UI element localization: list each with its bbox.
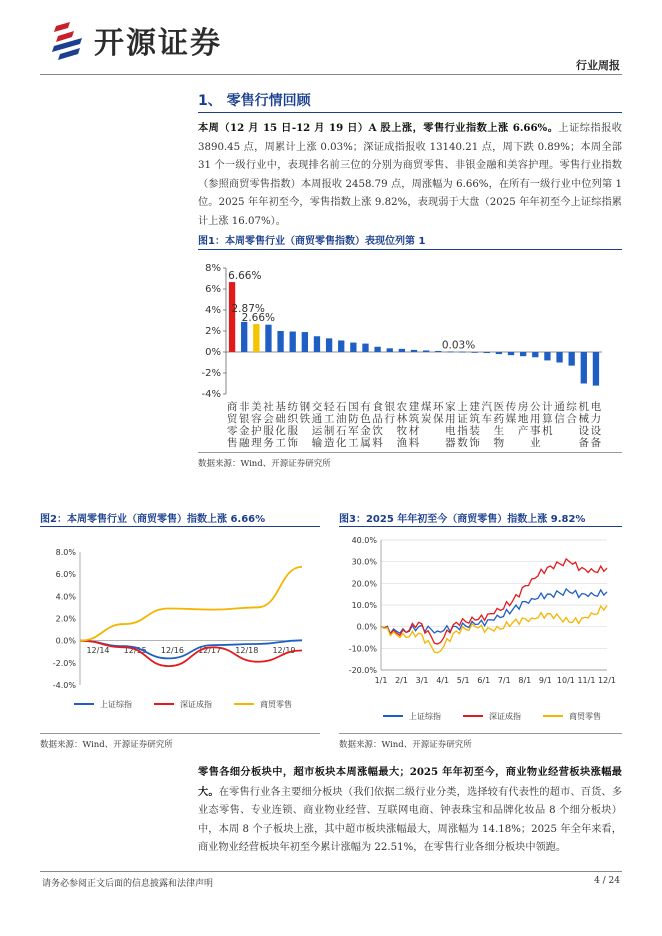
category-label: 工 (275, 437, 286, 449)
bar-汽车 (484, 352, 490, 353)
bar-食品饮料 (374, 347, 380, 352)
category-label: 钢 (299, 401, 311, 413)
bar-商贸零售 (229, 282, 235, 352)
y-tick-label: -4% (201, 389, 221, 400)
y-tick-label: 8% (205, 263, 221, 274)
y-tick-label: -20.0% (348, 666, 377, 675)
category-label: 生 (493, 425, 505, 437)
category-label: 电 (445, 425, 456, 437)
legend-label: 深证成指 (489, 712, 521, 721)
category-label: 机 (578, 401, 590, 413)
bar-公用事业 (532, 352, 538, 357)
y-tick-label: 0.0% (55, 636, 76, 646)
category-label: 造 (323, 437, 335, 449)
category-label: 化 (335, 437, 347, 449)
legend-label: 商贸零售 (260, 700, 292, 709)
ytd-index-line-chart (339, 530, 622, 730)
category-label: 商 (226, 401, 238, 413)
bar-基础化工 (277, 331, 283, 352)
bar-农林牧渔 (399, 349, 405, 352)
x-tick-label: 12/18 (235, 646, 259, 655)
category-label: 用 (530, 413, 541, 425)
bar-美容护理 (253, 324, 259, 352)
figure1-top-rule (198, 249, 622, 250)
paragraph2-lead: 零售各细分板块中，超市板块本周涨幅最大；2025 年年初至今，商业物业经营板块涨幅最大。 (198, 766, 622, 798)
page-number: 4 / 24 (594, 876, 620, 886)
y-tick-label: 40.0% (351, 536, 377, 545)
x-tick-label: 2/1 (395, 676, 408, 685)
bar-建筑装饰 (471, 352, 477, 353)
category-label: 物 (493, 437, 505, 449)
category-label: 家 (445, 401, 456, 413)
category-label: 电 (590, 401, 602, 413)
legend-label: 上证综指 (409, 712, 441, 721)
category-label: 理 (251, 437, 262, 449)
paragraph-lead: 本周（12 月 15 日-12 月 19 日）A 股上涨，零售行业指数上涨 6.66%。 (198, 122, 559, 134)
bar-通信 (556, 352, 562, 363)
y-tick-label: 2% (205, 326, 221, 337)
y-tick-label: 6% (205, 284, 221, 295)
x-tick-label: 10/1 (556, 676, 575, 685)
category-label: 行 (384, 413, 395, 425)
y-tick-label: 6.0% (55, 570, 76, 580)
category-label: 会 (263, 413, 274, 425)
category-label: 农 (396, 401, 408, 413)
x-tick-label: 7/1 (497, 676, 511, 685)
y-tick-label: 0.0% (356, 622, 377, 632)
category-label: 计 (542, 401, 553, 413)
x-tick-label: 4/1 (436, 676, 450, 685)
x-tick-label: 12/17 (198, 646, 222, 655)
y-tick-label: -4.0% (52, 681, 76, 690)
category-label: 上 (457, 401, 468, 413)
bar-传媒 (508, 352, 514, 355)
category-label: 铁 (299, 413, 311, 425)
category-label: 筑 (469, 413, 480, 425)
y-tick-label: 0% (205, 347, 221, 358)
x-tick-label: 12/19 (272, 646, 296, 655)
series-line-深证成指 (80, 641, 302, 666)
category-label: 筑 (408, 413, 420, 425)
category-label: 通 (311, 413, 323, 425)
category-label: 用 (445, 413, 456, 425)
legend-label: 上证综指 (100, 700, 132, 709)
category-label: 油 (335, 413, 347, 425)
category-label: 备 (590, 437, 602, 449)
category-label: 装 (469, 425, 480, 437)
category-label: 交 (311, 401, 323, 413)
category-label: 产 (517, 425, 529, 437)
bar-医药生物 (496, 352, 502, 354)
section-title: 1、 零售行情回顾 (198, 93, 311, 109)
category-label: 服 (287, 425, 298, 437)
category-label: 有 (360, 401, 371, 413)
category-label: 色 (360, 413, 371, 425)
market-review-paragraph (198, 119, 622, 232)
category-label: 美 (251, 401, 262, 413)
bar-石油石化 (338, 340, 344, 352)
category-label: 综 (566, 401, 577, 413)
category-label: 务 (263, 437, 274, 449)
category-label: 输 (311, 437, 323, 449)
category-label: 力 (590, 413, 602, 425)
bar-机械设备 (581, 352, 587, 384)
figure3-title: 图3：2025 年年初至今（商贸零售）指数上涨 9.82% (339, 514, 586, 525)
category-label: 贸 (226, 413, 238, 425)
category-label: 建 (469, 401, 480, 413)
category-label: 础 (275, 413, 286, 425)
bar-轻工制造 (326, 338, 332, 352)
category-label: 炭 (420, 413, 432, 425)
category-label: 环 (433, 401, 444, 413)
y-tick-label: -2.0% (52, 658, 76, 668)
category-label: 属 (360, 437, 371, 449)
category-label: 保 (433, 413, 444, 425)
category-label: 车 (481, 413, 493, 425)
bar-国防军工 (350, 343, 356, 352)
category-label: 融 (238, 437, 250, 449)
section-divider (198, 112, 622, 113)
category-label: 化 (275, 425, 286, 437)
category-label: 工 (348, 437, 359, 449)
y-tick-label: 20.0% (351, 579, 377, 589)
bar-社会服务 (265, 325, 271, 352)
category-label: 医 (493, 401, 505, 413)
industry-bar-chart (198, 258, 622, 450)
category-label: 地 (517, 413, 529, 425)
bar-钢铁 (302, 332, 308, 352)
category-label: 林 (396, 413, 408, 425)
x-tick-label: 12/16 (160, 646, 184, 655)
category-label: 非 (238, 401, 250, 413)
figure1-source: 数据来源：Wind、开源证券研究所 (198, 459, 331, 469)
category-label: 银 (384, 401, 395, 413)
x-tick-label: 12/1 (598, 676, 616, 685)
category-label: 护 (251, 425, 262, 437)
category-label: 信 (554, 413, 565, 425)
category-label: 汽 (481, 401, 493, 413)
category-label: 药 (493, 413, 505, 425)
y-tick-label: 8.0% (55, 548, 76, 557)
category-label: 国 (348, 401, 359, 413)
brand-logo (52, 18, 222, 62)
paragraph-body: 上证综指报收 3890.45 点，周累计上涨 0.03%；深证成指报收 13140.21 点，周下跌 0.89%；本周全部 31 个一级行业中，表现排名前三位的分别为商贸零售、非银金融和美容护理。零售行业指数（参照商贸零售指数）本周报收 2458.79 点，周涨幅为 6.66%，在所有一级行业中位列第 1 位。2025 年年初至今，零售指数上涨 9.82%，表现弱于大盘（2025 年年初至今上证综指累计上涨 16.07%）。 (198, 123, 622, 227)
category-label: 工 (323, 413, 335, 425)
bar-非银金融 (241, 322, 247, 352)
category-label: 饰 (469, 437, 480, 449)
figure3-source: 数据来源：Wind、开源证券研究所 (339, 740, 472, 750)
x-tick-label: 3/1 (415, 676, 429, 685)
category-label: 零 (226, 425, 238, 437)
bar-纺织服饰 (290, 332, 296, 352)
category-label: 设 (578, 425, 590, 437)
category-label: 备 (578, 437, 590, 449)
category-label: 轻 (323, 401, 335, 413)
y-tick-label: 30.0% (351, 557, 377, 567)
x-tick-label: 8/1 (518, 676, 532, 685)
category-label: 银 (238, 413, 250, 425)
category-label: 售 (226, 437, 238, 449)
category-label: 机 (542, 425, 553, 437)
bar-有色金属 (362, 344, 368, 352)
category-label: 事 (530, 425, 541, 437)
brand-name: 开源证券 (94, 26, 222, 61)
category-label: 设 (590, 425, 602, 437)
category-label: 基 (275, 401, 286, 413)
series-line-商贸零售 (80, 567, 302, 641)
category-label: 渔 (396, 437, 408, 449)
category-label: 器 (445, 437, 456, 449)
figure3-bottom-rule (339, 733, 622, 734)
figure2-bottom-rule (40, 733, 320, 734)
category-label: 饰 (287, 437, 298, 449)
data-label: 0.03% (441, 339, 476, 352)
category-label: 材 (408, 425, 420, 437)
y-tick-label: 4% (205, 305, 221, 316)
category-label: 通 (554, 401, 565, 413)
bar-计算机 (544, 352, 550, 360)
category-label: 军 (348, 425, 359, 437)
bar-环保 (435, 351, 441, 352)
legend-label: 深证成指 (180, 700, 212, 709)
figure2-source: 数据来源：Wind、开源证券研究所 (40, 740, 173, 750)
logo-mark-icon (52, 20, 88, 60)
bar-煤炭 (423, 350, 429, 352)
category-label: 业 (530, 437, 541, 449)
bar-银行 (387, 348, 393, 352)
category-label: 金 (360, 425, 371, 437)
footer-divider (40, 871, 622, 872)
bar-建筑材料 (411, 350, 417, 352)
category-label: 料 (408, 437, 420, 449)
category-label: 证 (457, 413, 468, 425)
header-divider (40, 74, 622, 75)
category-label: 煤 (420, 401, 432, 413)
category-label: 械 (578, 413, 590, 425)
bar-房地产 (520, 352, 526, 356)
category-label: 容 (251, 413, 262, 425)
category-label: 建 (408, 401, 420, 413)
category-label: 房 (517, 401, 529, 413)
x-tick-label: 5/1 (456, 676, 470, 685)
figure3-top-rule (339, 526, 622, 527)
category-label: 社 (263, 401, 274, 413)
category-label: 媒 (505, 413, 517, 425)
data-label: 2.87% (231, 302, 265, 315)
y-tick-label: 4.0% (55, 592, 76, 602)
x-tick-label: 12/15 (123, 646, 147, 655)
category-label: 金 (238, 425, 250, 437)
category-label: 石 (335, 401, 347, 413)
category-label: 指 (457, 425, 468, 437)
category-label: 公 (530, 401, 541, 413)
figure1-title: 图1：本周零售行业（商贸零售指数）表现位列第 1 (198, 236, 426, 247)
category-label: 品 (372, 413, 383, 425)
bar-综合 (569, 352, 575, 366)
y-tick-label: -2% (201, 368, 221, 379)
category-label: 防 (348, 413, 359, 425)
x-tick-label: 6/1 (477, 676, 491, 685)
category-label: 食 (372, 401, 383, 413)
bar-交通运输 (314, 336, 320, 352)
x-tick-label: 11/1 (577, 676, 596, 685)
y-tick-label: 2.0% (55, 614, 76, 624)
footer-disclaimer: 请务必参阅正文后面的信息披露和法律声明 (42, 879, 214, 889)
x-tick-label: 1/1 (374, 676, 388, 685)
category-label: 数 (457, 437, 468, 449)
figure2-title: 图2：本周零售行业（商贸零售）指数上涨 6.66% (40, 514, 266, 525)
bar-电力设备 (593, 352, 599, 386)
x-tick-label: 9/1 (538, 676, 552, 685)
y-tick-label: -10.0% (348, 644, 377, 654)
category-label: 服 (263, 425, 274, 437)
data-label: 2.66% (241, 312, 276, 325)
bar-上证指数 (459, 352, 465, 353)
x-tick-label: 12/14 (86, 646, 110, 655)
category-label: 纺 (287, 401, 298, 413)
category-label: 牧 (396, 425, 408, 437)
weekly-index-line-chart (40, 530, 320, 730)
figure1-bottom-rule (198, 452, 622, 453)
report-type-label: 行业周报 (576, 59, 620, 72)
category-label: 织 (287, 413, 298, 425)
legend-label: 商贸零售 (569, 712, 601, 721)
category-label: 合 (566, 413, 577, 425)
category-label: 石 (335, 425, 347, 437)
category-label: 算 (542, 413, 553, 425)
category-label: 饮 (372, 425, 383, 437)
category-label: 料 (372, 437, 383, 449)
data-label: 6.66% (228, 270, 262, 283)
subsector-paragraph (198, 763, 622, 858)
category-label: 制 (323, 425, 335, 437)
y-tick-label: 10.0% (351, 601, 377, 610)
figure2-top-rule (40, 526, 320, 527)
category-label: 传 (505, 401, 517, 413)
paragraph2-body: 在零售行业各主要细分板块（我们依据二级行业分类，选择较有代表性的超市、百货、多业态零售、专业连锁、商业物业经营、互联网电商、钟表珠宝和品牌化妆品 8 个细分板块）中，本周 8 个子板块上涨，其中超市板块涨幅最大，周涨幅为 14.18%；2025 年全年来看，商业物业经营板块年初至今累计涨幅为 22.51%，在零售行业各细分板块中领跑。 (198, 786, 623, 854)
category-label: 运 (311, 425, 323, 437)
